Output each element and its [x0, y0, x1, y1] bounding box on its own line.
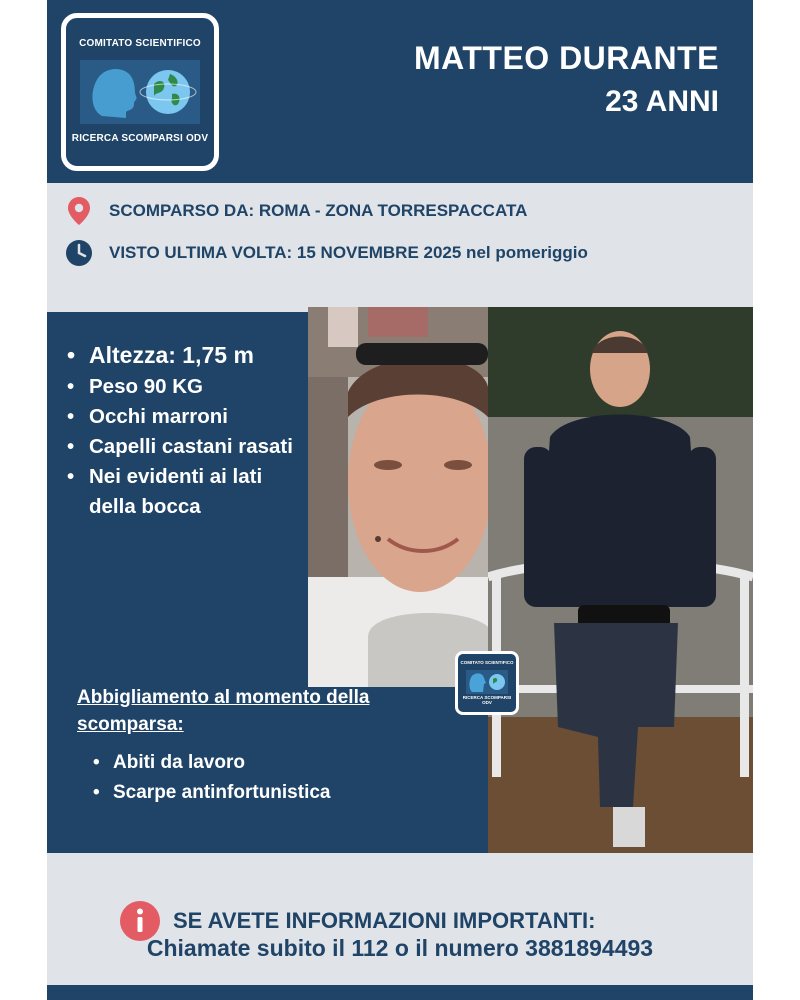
- footer-call-text: Chiamate subito il 112 o il numero 3881894493: [146, 935, 654, 961]
- feature-weight: • Peso 90 KG: [67, 372, 307, 402]
- face-photo: [308, 307, 488, 687]
- location-text: SCOMPARSO DA: ROMA - ZONA TORRESPACCATA: [109, 201, 528, 220]
- mini-logo-bottom-text: RICERCA SCOMPARSI ODV: [462, 695, 512, 705]
- person-age: 23 ANNI: [605, 85, 719, 118]
- clothing-item: • Abiti da lavoro: [93, 748, 331, 778]
- clock-icon: [65, 239, 93, 267]
- person-name: MATTEO DURANTE: [413, 40, 719, 76]
- last-seen-text: VISTO ULTIMA VOLTA: 15 NOVEMBRE 2025 nel pomeriggio: [109, 243, 588, 262]
- bottom-bar: [47, 985, 753, 1000]
- missing-person-poster: [47, 0, 753, 1000]
- logo-bottom-text: RICERCA SCOMPARSI ODV: [71, 133, 209, 144]
- mini-organization-logo: [455, 651, 519, 715]
- feature-hair: • Capelli castani rasati: [67, 432, 307, 462]
- clothing-title: Abbigliamento al momento della scomparsa:: [77, 687, 370, 735]
- clothing-list: [93, 748, 331, 808]
- footer-headline: SE AVETE INFORMAZIONI IMPORTANTI:: [173, 908, 596, 933]
- last-seen-row: [65, 239, 588, 267]
- location-row: [65, 197, 527, 225]
- mini-head-globe-icon: [466, 670, 508, 694]
- mini-logo-top-text: COMITATO SCIENTIFICO: [460, 660, 514, 665]
- map-pin-icon: [65, 197, 93, 225]
- logo-top-text: COMITATO SCIENTIFICO: [79, 38, 201, 49]
- feature-eyes: • Occhi marroni: [67, 402, 307, 432]
- head-globe-icon: [80, 60, 200, 124]
- poster-header: [47, 0, 753, 183]
- person-name-block: [414, 40, 719, 119]
- disappearance-info: [47, 183, 753, 305]
- full-body-photo: [488, 307, 753, 853]
- contact-footer: [47, 853, 753, 1000]
- clothing-item: • Scarpe antinfortunistica: [93, 778, 331, 808]
- organization-logo: [61, 13, 219, 171]
- feature-height: • Altezza: 1,75 m: [67, 340, 307, 370]
- feature-moles: • Nei evidenti ai lati della bocca: [67, 462, 307, 522]
- physical-features-list: [67, 340, 307, 522]
